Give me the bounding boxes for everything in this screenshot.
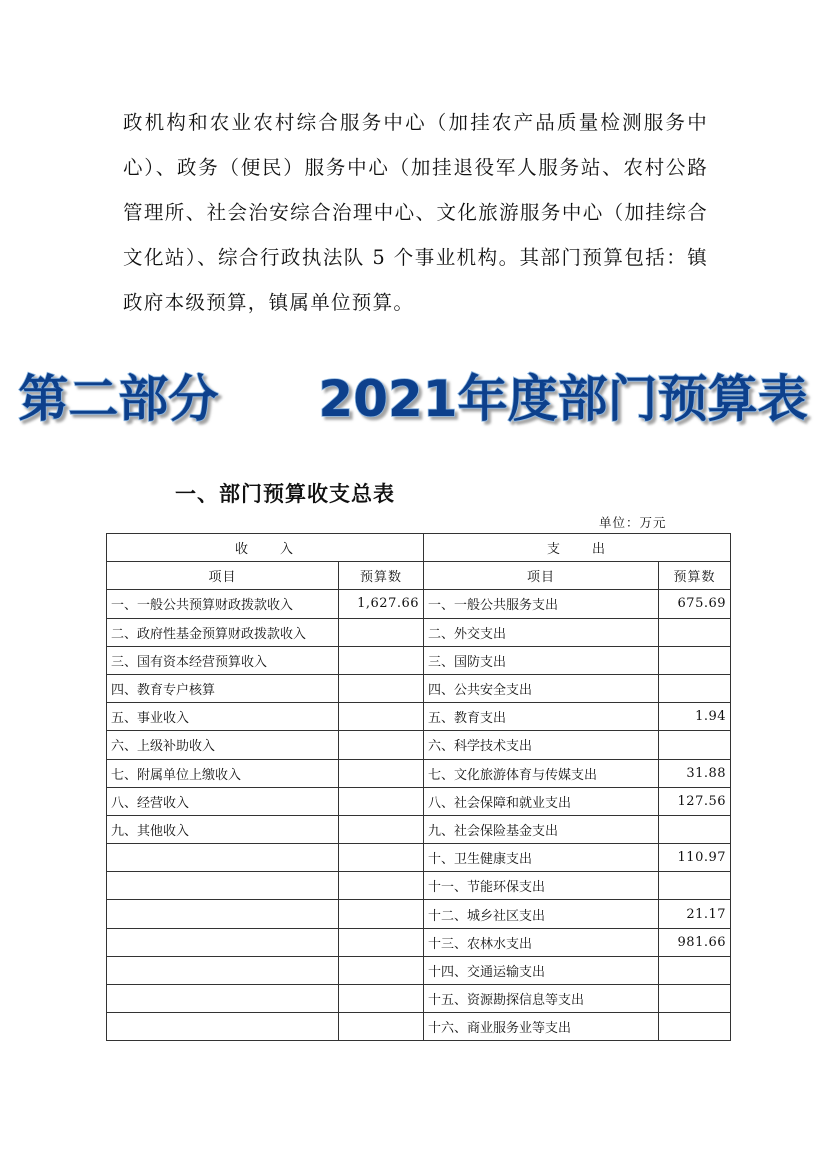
table-row xyxy=(107,787,731,815)
part-title xyxy=(0,358,827,438)
expense-item-header: 项目 xyxy=(424,562,659,590)
expense-item-cell: 十一、节能环保支出 xyxy=(424,872,659,900)
income-item-cell: 九、其他收入 xyxy=(107,815,339,843)
income-item-cell: 六、上级补助收入 xyxy=(107,731,339,759)
expense-item-cell: 十、卫生健康支出 xyxy=(424,844,659,872)
table-row xyxy=(107,646,731,674)
table-row xyxy=(107,956,731,984)
expense-value-cell: 31.88 xyxy=(659,759,731,787)
income-item-cell xyxy=(107,872,339,900)
table-row xyxy=(107,618,731,646)
income-item-header: 项目 xyxy=(107,562,339,590)
expense-item-cell: 八、社会保障和就业支出 xyxy=(424,787,659,815)
income-item-cell: 五、事业收入 xyxy=(107,703,339,731)
table-row xyxy=(107,815,731,843)
table-row xyxy=(107,928,731,956)
expense-value-cell: 675.69 xyxy=(659,590,731,618)
income-value-cell xyxy=(339,618,424,646)
expense-value-cell xyxy=(659,872,731,900)
table-row xyxy=(107,731,731,759)
expense-item-cell: 四、公共安全支出 xyxy=(424,674,659,702)
income-item-cell xyxy=(107,900,339,928)
table-row xyxy=(107,1013,731,1041)
income-value-cell xyxy=(339,844,424,872)
section-title: 一、部门预算收支总表 xyxy=(175,482,395,506)
table-row xyxy=(107,590,731,618)
expense-value-cell xyxy=(659,674,731,702)
part-title-wordart xyxy=(0,358,827,438)
income-value-cell xyxy=(339,928,424,956)
table-row xyxy=(107,872,731,900)
expense-budget-header: 预算数 xyxy=(659,562,731,590)
income-item-cell xyxy=(107,985,339,1013)
income-budget-header: 预算数 xyxy=(339,562,424,590)
expense-item-cell: 十六、商业服务业等支出 xyxy=(424,1013,659,1041)
income-item-cell: 二、政府性基金预算财政拨款收入 xyxy=(107,618,339,646)
table-row xyxy=(107,900,731,928)
intro-paragraph: 政机构和农业农村综合服务中心（加挂农产品质量检测服务中心）、政务（便民）服务中心（加挂退役军人服务站、农村公路管理所、社会治安综合治理中心、文化旅游服务中心（加挂综合文化站）、综合行政执法队 5 个事业机构。其部门预算包括：镇政府本级预算，镇属单位预算。 xyxy=(123,111,708,314)
expense-value-cell: 981.66 xyxy=(659,928,731,956)
expense-item-cell: 三、国防支出 xyxy=(424,646,659,674)
income-item-cell xyxy=(107,956,339,984)
expense-item-cell: 十五、资源勘探信息等支出 xyxy=(424,985,659,1013)
income-value-cell xyxy=(339,759,424,787)
income-value-cell xyxy=(339,787,424,815)
income-value-cell xyxy=(339,646,424,674)
expense-value-cell: 21.17 xyxy=(659,900,731,928)
expense-value-cell xyxy=(659,1013,731,1041)
expense-item-cell: 六、科学技术支出 xyxy=(424,731,659,759)
expense-value-cell: 110.97 xyxy=(659,844,731,872)
expense-header: 支 出 xyxy=(424,534,731,562)
income-item-cell: 四、教育专户核算 xyxy=(107,674,339,702)
expense-item-cell: 九、社会保险基金支出 xyxy=(424,815,659,843)
income-item-cell xyxy=(107,928,339,956)
income-value-cell xyxy=(339,900,424,928)
income-value-cell xyxy=(339,815,424,843)
income-value-cell xyxy=(339,731,424,759)
income-value-cell xyxy=(339,1013,424,1041)
income-item-cell xyxy=(107,1013,339,1041)
income-value-cell xyxy=(339,674,424,702)
income-item-cell xyxy=(107,844,339,872)
expense-item-cell: 五、教育支出 xyxy=(424,703,659,731)
expense-value-cell xyxy=(659,618,731,646)
budget-summary-table xyxy=(106,533,731,1041)
expense-value-cell xyxy=(659,731,731,759)
table-row xyxy=(107,674,731,702)
part-title-text: 第二部分 2021年度部门预算表 xyxy=(18,370,808,428)
expense-item-cell: 七、文化旅游体育与传媒支出 xyxy=(424,759,659,787)
table-header-row-columns xyxy=(107,562,731,590)
expense-value-cell: 1.94 xyxy=(659,703,731,731)
income-header: 收 入 xyxy=(107,534,424,562)
table-row xyxy=(107,703,731,731)
income-value-cell xyxy=(339,956,424,984)
table-row xyxy=(107,759,731,787)
expense-item-cell: 十三、农林水支出 xyxy=(424,928,659,956)
income-value-cell xyxy=(339,703,424,731)
expense-value-cell xyxy=(659,985,731,1013)
income-value-cell xyxy=(339,985,424,1013)
expense-value-cell xyxy=(659,646,731,674)
income-value-cell: 1,627.66 xyxy=(339,590,424,618)
income-item-cell: 三、国有资本经营预算收入 xyxy=(107,646,339,674)
income-item-cell: 八、经营收入 xyxy=(107,787,339,815)
table-header-row-group xyxy=(107,534,731,562)
income-item-cell: 七、附属单位上缴收入 xyxy=(107,759,339,787)
table-row xyxy=(107,985,731,1013)
income-item-cell: 一、一般公共预算财政拨款收入 xyxy=(107,590,339,618)
expense-item-cell: 二、外交支出 xyxy=(424,618,659,646)
expense-value-cell: 127.56 xyxy=(659,787,731,815)
expense-item-cell: 一、一般公共服务支出 xyxy=(424,590,659,618)
expense-value-cell xyxy=(659,956,731,984)
income-value-cell xyxy=(339,872,424,900)
unit-label: 单位：万元 xyxy=(599,515,667,530)
expense-item-cell: 十二、城乡社区支出 xyxy=(424,900,659,928)
expense-value-cell xyxy=(659,815,731,843)
table-row xyxy=(107,844,731,872)
expense-item-cell: 十四、交通运输支出 xyxy=(424,956,659,984)
